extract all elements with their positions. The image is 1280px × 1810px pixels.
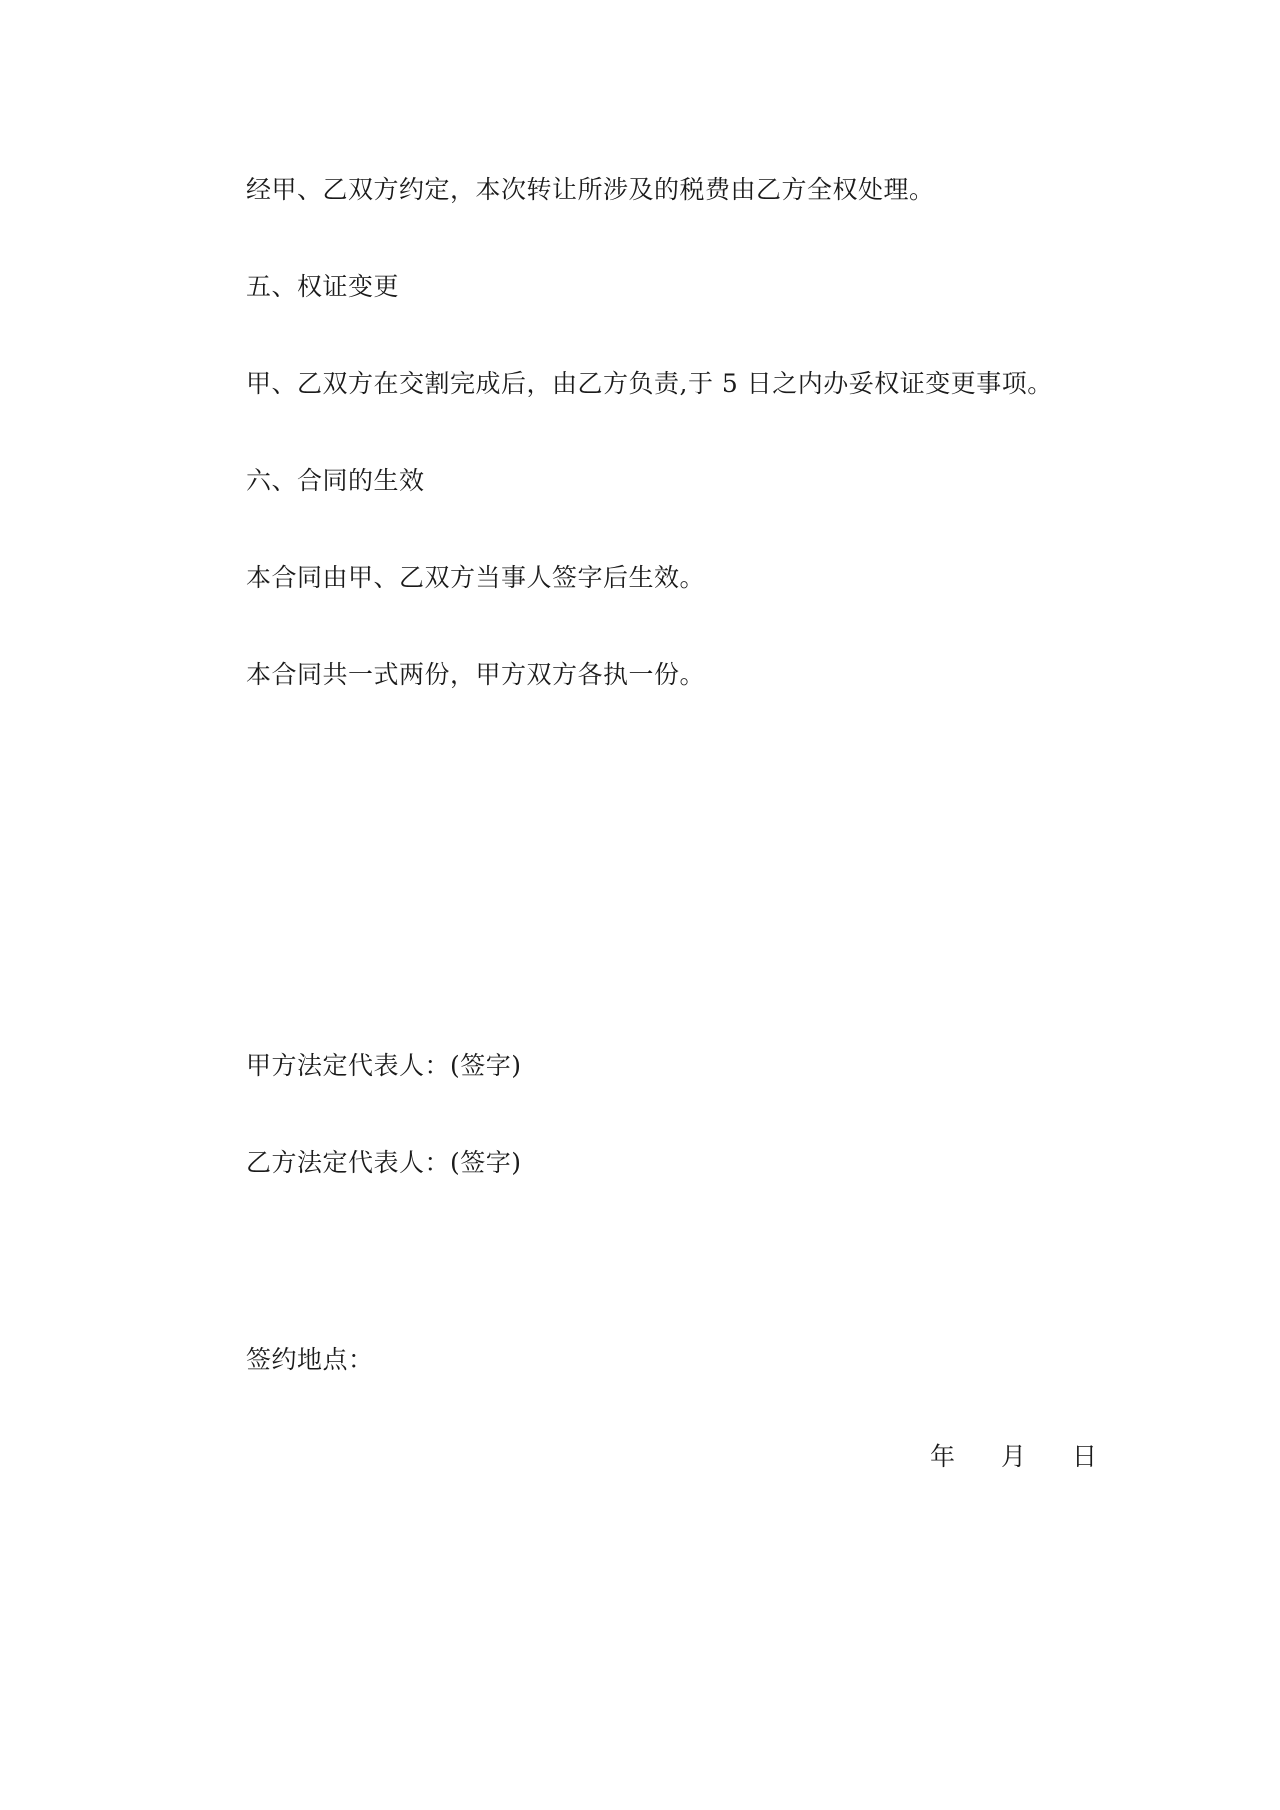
- party-b-signature-line: 乙方法定代表人：(签字): [246, 1148, 522, 1177]
- date-year-label: 年: [930, 1442, 956, 1471]
- copies-clause-text: 本合同共一式两份，甲方双方各执一份。: [246, 660, 706, 689]
- effect-clause-text: 本合同由甲、乙双方当事人签字后生效。: [246, 563, 706, 592]
- title-change-clause-text: 甲、乙双方在交割完成后，由乙方负责,于 5 日之内办妥权证变更事项。: [246, 369, 1053, 398]
- date-month-label: 月: [1000, 1442, 1026, 1471]
- section-heading-title-change: 五、权证变更: [246, 272, 400, 301]
- signing-date: [930, 1440, 1097, 1474]
- section-heading-contract-effect: 六、合同的生效: [246, 466, 425, 495]
- date-day-label: 日: [1071, 1442, 1097, 1471]
- party-a-signature-line: 甲方法定代表人：(签字): [246, 1051, 522, 1080]
- signing-location-label: 签约地点：: [246, 1345, 374, 1374]
- tax-clause-text: 经甲、乙双方约定，本次转让所涉及的税费由乙方全权处理。: [246, 175, 935, 204]
